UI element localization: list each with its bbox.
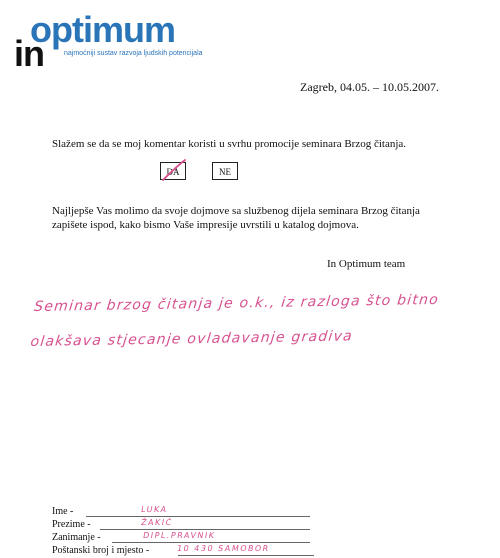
postal-value[interactable]: 10 430 SAMOBOR bbox=[176, 544, 271, 553]
participant-details-form bbox=[52, 506, 322, 558]
logo-tagline: najmoćniji sustav razvoja ljudskih potencijala bbox=[64, 50, 203, 57]
logo-in-wordmark: in bbox=[14, 33, 44, 74]
last-name-label: Prezime - bbox=[52, 519, 91, 530]
handwritten-comment: Seminar brzog čitanja je o.k., iz razloga što bitno olakšava stjecanje ovladavanje gradiva bbox=[29, 291, 440, 350]
first-name-row bbox=[52, 506, 322, 518]
inoptimum-logo bbox=[14, 10, 274, 80]
yes-choice-box[interactable]: DA bbox=[160, 162, 186, 180]
occupation-label: Zanimanje - bbox=[52, 532, 101, 543]
date-range: Zagreb, 04.05. – 10.05.2007. bbox=[300, 80, 439, 94]
postal-underline bbox=[178, 555, 314, 556]
first-name-underline bbox=[86, 516, 310, 517]
consent-question: Slažem se da se moj komentar koristi u svrhu promocije seminara Brzog čitanja. bbox=[52, 138, 407, 150]
first-name-value[interactable]: LUKA bbox=[140, 505, 169, 514]
occupation-value[interactable]: DIPL.PRAVNIK bbox=[142, 531, 217, 540]
first-name-label: Ime - bbox=[52, 506, 74, 517]
last-name-value[interactable]: ŽAKIĆ bbox=[140, 518, 174, 527]
no-choice-box[interactable]: NE bbox=[212, 162, 238, 180]
instruction-text: Najljepše Vas molimo da svoje dojmove sa službenog dijela seminara Brzog čitanja zapišete ispod, kako bismo Vaše impresije uvrstili u katalog dojmova. bbox=[52, 205, 420, 231]
postal-label: Poštanski broj i mjesto - bbox=[52, 545, 150, 556]
postal-row bbox=[52, 545, 322, 557]
team-signature: In Optimum team bbox=[327, 258, 406, 270]
logo-optimum-wordmark: optimum bbox=[30, 9, 175, 50]
